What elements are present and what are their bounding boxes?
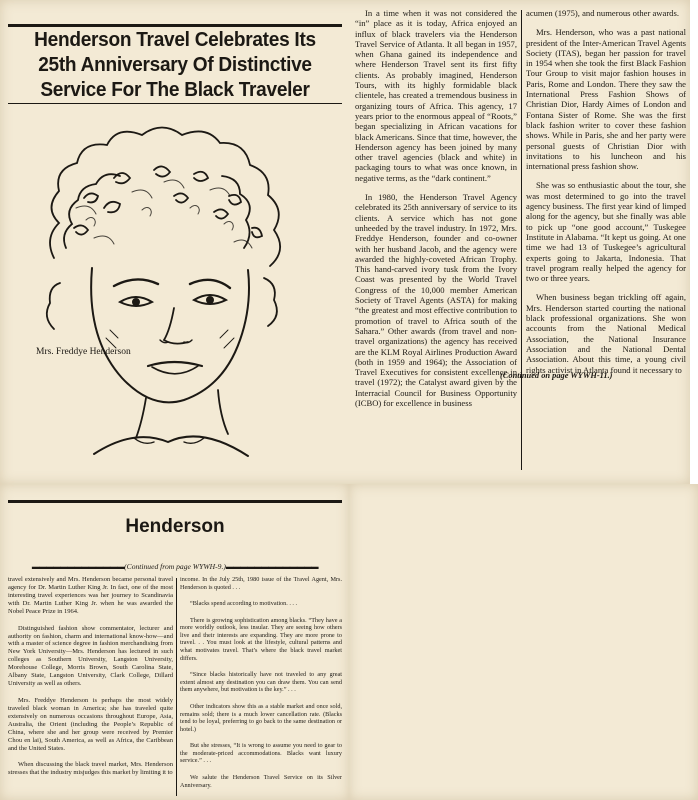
headline bbox=[8, 24, 342, 104]
paragraph: acumen (1975), and numerous other awards. bbox=[526, 8, 679, 18]
dash-rule-right: ▬▬▬▬▬▬▬▬▬▬▬▬▬ bbox=[225, 562, 319, 571]
paragraph: But she stresses, “It is wrong to assume you need to gear to the moderate-priced accommodations. Blacks want luxury service.” . . . bbox=[180, 742, 342, 765]
paragraph: “Blacks spend according to motivation. . . . bbox=[190, 600, 298, 608]
continued-from-note bbox=[8, 562, 342, 571]
article-clipping-bottom-right bbox=[349, 484, 698, 800]
paragraph: “Since blacks historically have not traveled to any great extent almost any destination you can draw them. You can send them anywhere, but motivation is the key.” . . . bbox=[180, 671, 342, 694]
paragraph: When business began trickling off again, Mrs. Henderson started courting the national black professional organizations. She won accounts from the National Medical Association, the National Insurance Association and the National Dental Association. About this time, a young civil rights activist in Atlanta found it necessary to bbox=[526, 292, 686, 375]
paragraph: There is growing sophistication among blacks. “They have a more worldly outlook, less insular. They are seeing how others live and their interests are expanding. They are more prone to travel. . . You must look at the lifestyle, cultural patterns and what motivates travel. That’s where the black travel market differs. bbox=[180, 616, 342, 662]
hair-curls bbox=[47, 128, 280, 330]
article-column-2 bbox=[526, 8, 686, 384]
portrait-illustration bbox=[14, 108, 336, 462]
paragraph: She was so enthusiastic about the tour, she was most determined to go into the travel agency business. The first year kind of limped along for the agency, but she finally was able to pick up “one good account,” Tuskegee Institute in Alabama. “It kept us going. At one time we had 13 of Tuskegee’s agricultural experts going to Jakarta, Indonesia. That travel program really helped the agency for two or three years. bbox=[526, 180, 686, 284]
paragraph: In a time when it was not considered the “in” place as it is today, Africa enjoyed an influx of black travelers via the Henderson Travel Service of Atlanta. It all began in 1957, when Ghana gained its independence and where Henderson Travel sent its first fifty clients. As probably imagined, Henderson Tours, with its highly formidable black clientele, has created a tremendous business in organizing tours of Africa. This agency, 17 years prior to the enormous appeal of “Roots,” began specializing in African vacations for black Americans. Since that time, however, the Henderson agency has been joined by many other travel agencies (black and white) in packaging tours to what was once known, in negative terms, as the “dark continent.” bbox=[355, 8, 517, 183]
paragraph: Mrs. Freddye Henderson is perhaps the most widely traveled black woman in America; she has traveled quite extensively on numerous occasions throughout Europe, Asia, Australia, the Orient (including the People’s Republic of China, where she and her group were received by Premier Chou en lai), South America, as well as Africa, the Caribbean and the United States. bbox=[8, 696, 173, 752]
paragraph: Distinguished fashion show commentator, lecturer and authority on fashion, charm and international know-how—and with a master of science degree in fashion merchandising from New York University—Mrs. Henderson has lectured in such colleges as Southern University, Langston University, Morehouse College, Morris Brown, South Carolina State, Albany State, Langston University, Clark College, Dillard University as well as others. bbox=[8, 624, 173, 688]
paragraph: income. In the July 25th, 1980 issue of the Travel Agent, Mrs. Henderson is quoted . . . bbox=[180, 576, 342, 591]
column-divider bbox=[521, 10, 522, 470]
headline-line-3: Service For The Black Traveler bbox=[40, 78, 310, 101]
paragraph: Other indicators show this as a stable market and once sold, remains sold; there is a much lower cancellation rate. (Blacks tend to be loyal, preferring to go back to the same destination or hotel.) bbox=[180, 702, 342, 733]
paragraph: Mrs. Henderson, who was a past national president of the Inter-American Travel Agents Society (ITAS), began her passion for travel in 1954 when she took the first Black Fashion Tour Group to visit major fashion houses in Paris, Rome and London. There they saw the International Press Fashion Shows of Christian Dior, Hardy Aimes of London and Fontana Sister of Rome. She was the first black fashion writer to cover these fashion shows. While in Paris, she and her party were personal guests of Christian Dior with invitations to his luncheon and his international press fashion show. bbox=[526, 27, 686, 172]
paragraph: In 1980, the Henderson Travel Agency celebrated its 25th anniversary of service to its clients. A service which has not gone unheeded by the travel industry. In 1972, Mrs. Freddye Henderson, founder and co-owner with her husband Jacob, and the agency were awarded the highly-coveted African Trophy. This hand-carved ivory tusk from the Ivory Coast was presented by the World Travel Congress of the 10,000 member American Society of Travel Agents (ASTA) for making “the greatest and most effective contribution to promotion of travel to Africa south of the Sahara.” Other awards (from travel and non-travel organizations) the agency has received are the KLM Royal Airlines Production Award (both in 1959 and 1964); the Association of Travel Executives for consistent excellence in travel (1972); the Catalyst award given by the Interracial Council for Business Opportunity (ICBO) for excellence in business bbox=[355, 192, 517, 408]
article-column-4 bbox=[180, 576, 342, 798]
paragraph: When discussing the black travel market, Mrs. Henderson stresses that the industry misjudges this market by limiting it to bbox=[8, 761, 173, 777]
continued-from-text: (Continued from page WYWH-9.) bbox=[124, 562, 226, 571]
headline-line-2: 25th Anniversary Of Distinctive bbox=[38, 53, 312, 76]
dash-rule-left: ▬▬▬▬▬▬▬▬▬▬▬▬▬ bbox=[31, 562, 125, 571]
article-column-1 bbox=[355, 8, 517, 417]
column-divider bbox=[176, 578, 177, 796]
paragraph: travel extensively and Mrs. Henderson became personal travel agency for Dr. Martin Luther King Jr. In fact, one of the most interesting travel experiences was her journey to Scandinavia with Dr. Martin Luther King Jr. when he was awarded the Nobel Peace Prize in 1964. bbox=[8, 576, 173, 615]
continued-note: (Continued on page WYWH-11.) bbox=[500, 371, 613, 380]
portrait-caption: Mrs. Freddye Henderson bbox=[36, 347, 131, 357]
section-top-rule bbox=[8, 500, 342, 503]
headline-line-1: Henderson Travel Celebrates Its bbox=[34, 28, 316, 51]
section-title: Henderson bbox=[125, 516, 225, 537]
paragraph: We salute the Henderson Travel Service on its Silver Anniversary. bbox=[180, 773, 342, 789]
article-column-3 bbox=[8, 576, 173, 786]
